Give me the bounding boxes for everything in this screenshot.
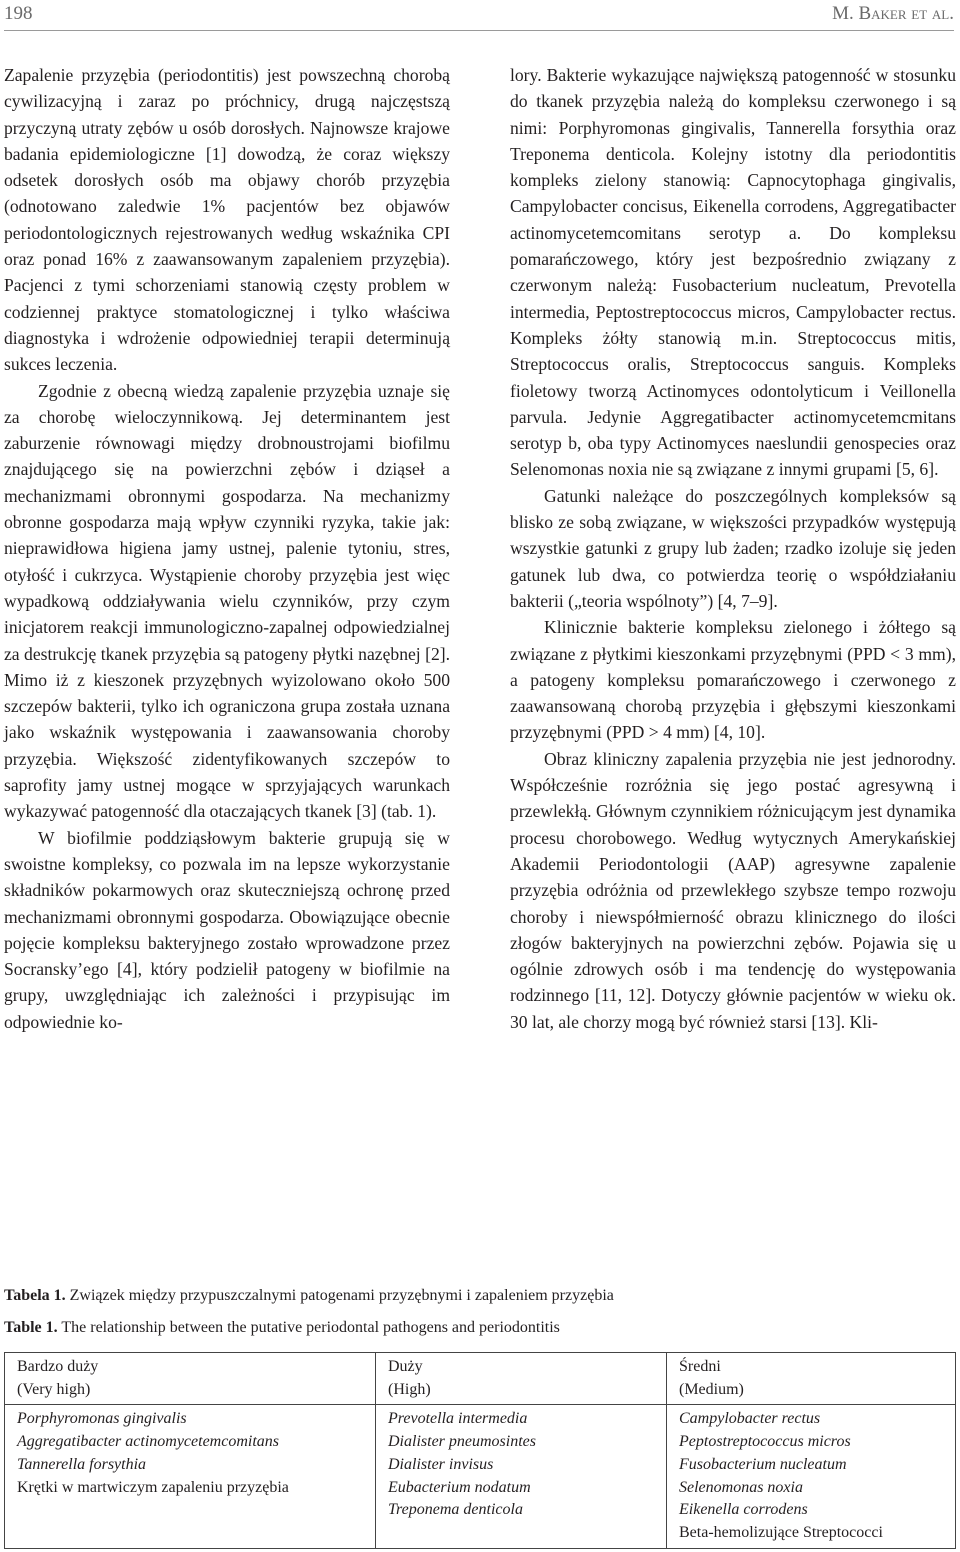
right-column [510,62,956,1035]
header-en: (Very high) [17,1380,91,1398]
header-cell-high [376,1353,667,1405]
cell-medium [667,1405,956,1548]
species: Beta-hemolizujące Streptococci [679,1523,883,1541]
left-column [4,62,450,1035]
species: Porphyromonas gingivalis [17,1410,187,1428]
species: Dialister invisus [388,1455,494,1473]
table-row [5,1405,956,1548]
paragraph: W biofilmie poddziąsłowym bakterie grupują się w swoistne kompleksy, co pozwala im na lepsze wykorzystanie składników pokarmowych oraz skuteczniejszą ochronę przed mechanizmami obronnymi gospodarza. Obowiązujące obecnie pojęcie kompleksu bakteryjnego zostało wprowadzone przez Socransky’ego [4], który podzielił patogeny w biofilmie na grupy, uwzględniając ich zależności i przypisując im odpowiednie ko- [4,827,450,1032]
caption-text: Związek między przypuszczalnymi patogenami przyzębnymi i zapaleniem przyzębia [65,1287,614,1304]
header-en: (High) [388,1380,431,1398]
species: Fusobacterium nucleatum [679,1455,847,1473]
species: Eikenella corrodens [679,1501,808,1519]
species: Tannerella forsythia [17,1455,147,1473]
caption-text: The relationship between the putative periodontal pathogens and periodontitis [57,1319,560,1336]
running-head-authors: M. Baker et al. [832,3,954,24]
header-pl: Duży [388,1358,423,1375]
table-caption-pl [4,1286,944,1306]
header-cell-very-high [5,1353,376,1405]
species: Eubacterium nodatum [388,1478,531,1496]
species: Selenomonas noxia [679,1478,803,1496]
species: Prevotella intermedia [388,1410,528,1428]
paragraph: Gatunki należące do poszczególnych kompleksów są blisko ze sobą związane, w większości przypadków występują wszystkie gatunki z grupy lub żaden; rzadko izoluje się jeden gatunek lub dwa, co potwierdza teorię o współdziałaniu bakterii („teoria wspólnoty”) [4, 7–9]. [510,485,956,611]
table-caption-en [4,1318,944,1338]
paragraph: Zgodnie z obecną wiedzą zapalenie przyzębia uznaje się za chorobę wieloczynnikową. Jej determinantem jest zaburzenie równowagi między drobnoustrojami biofilmu znajdującego się na powierzchni zębów i dziąseł a mechanizmami obronnymi gospodarza. Na mechanizmy obronne gospodarza mają wpływ czynniki ryzyka, takie jak: nieprawidłowa higiena jamy ustnej, palenie tytoniu, stres, otyłość i cukrzyca. Wystąpienie choroby przyzębia jest więc wypadkową oddziaływania wielu czynników, przy czym inicjatorem reakcji immunologiczno-zapalnej odpowiedzialnej za destrukcję tkanek przyzębia są patogeny płytki nazębnej [2]. Mimo iż z kieszonek przyzębnych wyizolowano około 500 szczepów bakterii, tylko ich ograniczona grupa została uznana jako wskaźnik występowania i zaawansowania choroby przyzębia. Większość zidentyfikowanych szczepów to saprofity jamy ustnej mogące w sprzyjających warunkach wykazywać patogenność dla otaczających tkanek [3] (tab. 1). [4,380,451,822]
paragraph: Obraz kliniczny zapalenia przyzębia nie jest jednorodny. Współcześnie rozróżnia się jego postać agresywną i przewlekłą. Głównym czynnikiem różnicującym jest dynamika procesu chorobowego. Według wytycznych Amerykańskiej Akademii Periodontologii (AAP) agresywne zapalenie przyzębia odróżnia od przewlekłego szybsze tempo rozwoju choroby i niewspółmierność obrazu klinicznego do ilości złogów bakteryjnych na powierzchni zębów. Pojawia się u ogólnie zdrowych osób i ma tendencję do występowania rodzinnego [11, 12]. Dotyczy głównie pacjentów w wieku ok. 30 lat, ale chorzy mogą być również starsi [13]. Kli- [510,748,956,1032]
cell-very-high [5,1405,376,1548]
page-number: 198 [4,3,33,24]
header-rule [4,30,954,31]
header-cell-medium [667,1353,956,1405]
species: Peptostreptococcus micros [679,1433,851,1451]
header-pl: Średni [679,1358,721,1375]
table-header-row [5,1353,956,1405]
paragraph: lory. Bakterie wykazujące największą patogenność w stosunku do tkanek przyzębia należą do kompleksu czerwonego i są nimi: Porphyromonas gingivalis, Tannerella forsythia oraz Treponema denticola. Kolejny istotny dla periodontitis kompleks zielony stanowią: Capnocytophaga gingivalis, Campylobacter concisus, Eikenella corrodens, Aggregatibacter actinomycetemcomitans serotyp a. Do kompleksu pomarańczowego, który jest bezpośrednio związany z czerwonym należą: Fusobacterium nucleatum, Prevotella intermedia, Peptostreptococcus micros, Campylobacter rectus. Kompleks żółty stanowią m.in. Streptococcus mitis, Streptococcus oralis, Streptococcus sanguis. Kompleks fioletowy tworzą Actinomyces odontolyticum i Veillonella parvula. Jedynie Aggregatibacter actinomycetemcmitans serotyp b, oba typy Actinomyces naeslundii genospecies oraz Selenomonas noxia nie są związane z innymi grupami [5, 6]. [510,65,956,480]
header-pl: Bardzo duży [17,1358,99,1375]
pathogen-table [4,1352,956,1549]
species: Campylobacter rectus [679,1410,821,1428]
paragraph: Zapalenie przyzębia (periodontitis) jest powszechną chorobą cywilizacyjną i zaraz po próchnicy, drugą najczęstszą przyczyną utraty zębów u osób dorosłych. Najnowsze krajowe badania epidemiologiczne [1] dowodzą, że coraz większy odsetek dorosłych osób ma objawy chorób przyzębia (odnotowano zaledwie 1% pacjentów bez objawów periodontologicznych rejestrowanych według wskaźnika CPI oraz ponad 16% z zaawansowanym zapaleniem przyzębia). Pacjenci z tymi schorzeniami stanowią częsty problem w codziennej praktyce stomatologicznej i tylko właściwa diagnostyka i wdrożenie odpowiedniej terapii determinują sukces leczenia. [4,65,450,375]
running-head [4,0,954,30]
caption-label: Tabela 1. [4,1287,66,1304]
species: Aggregatibacter actinomycetemcomitans [17,1433,279,1451]
species: Dialister pneumosintes [388,1433,536,1451]
species: Krętki w martwiczym zapaleniu przyzębia [17,1478,289,1496]
header-en: (Medium) [679,1380,744,1398]
cell-high [376,1405,667,1548]
paragraph: Klinicznie bakterie kompleksu zielonego i żółtego są związane z płytkimi kieszonkami przyzębnymi (PPD < 3 mm), a patogeny kompleksu pomarańczowego i czerwonego z zaawansowaną chorobą przyzębia i głębszymi kieszonkami przyzębnymi (PPD > 4 mm) [4, 10]. [510,617,956,743]
species: Treponema denticola [388,1501,523,1519]
caption-label: Table 1. [4,1319,58,1336]
